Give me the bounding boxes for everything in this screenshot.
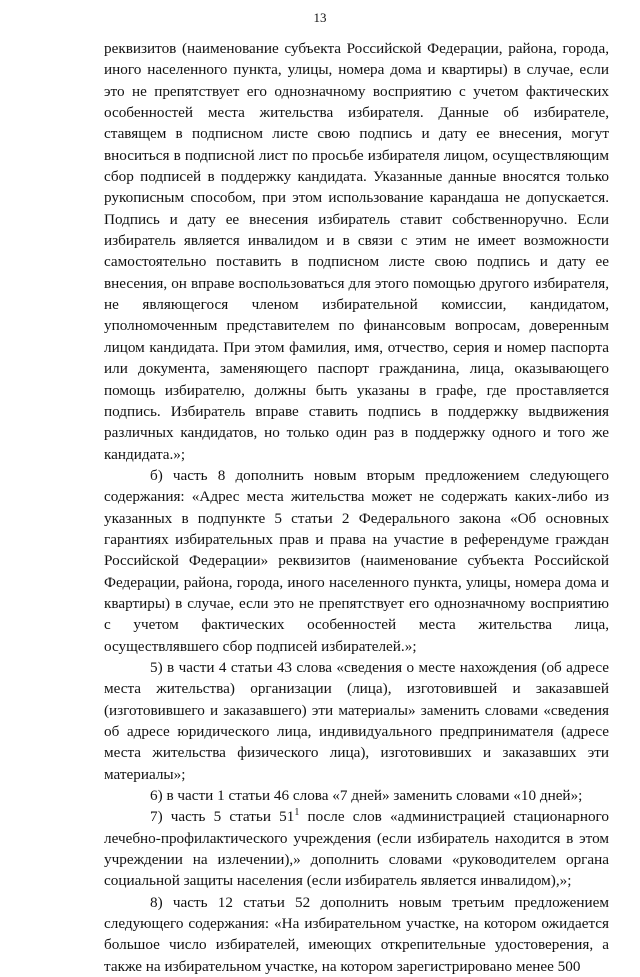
paragraph-item-6: 6) в части 1 статьи 46 слова «7 дней» заменить словами «10 дней»; xyxy=(150,787,583,805)
paragraph-continuation: реквизитов (наименование субъекта Российской Федерации, района, города, иного населенного пункта, улицы, номера дома и квартиры) в случае, если это не препятствует его однозначному восприятию с учетом фактических особенностей места жительства избирателя. Данные об избирателе, ставящем в подписном листе свою подпись и дату ее внесения, могут вноситься в подписной лист по просьбе избирателя лицом, осуществляющим сбор подписей в поддержку кандидата. Указанные данные вносятся только рукописным способом, при этом использование карандаша не допускается. Подпись и дату ее внесения избиратель ставит собственноручно. Если избиратель является инвалидом и в связи с этим не имеет возможности самостоятельно поставить в подписном листе свою подпись и дату ее внесения, он вправе воспользоваться для этого помощью другого избирателя, не являющегося членом избирательной комиссии, кандидатом, уполномоченным представителем по финансовым вопросам, доверенным лицом кандидата. При этом фамилия, имя, отчество, серия и номер паспорта или документа, заменяющего паспорт гражданина, лица, оказывающего помощь избирателю, должны быть указаны в графе, где проставляется подпись. Избиратель вправе ставить подпись в поддержку выдвижения различных кандидатов, но только один раз в поддержку одного и того же кандидата.»; xyxy=(104,40,609,463)
page-number: 13 xyxy=(313,10,327,25)
article-superscript: 1 xyxy=(294,807,300,819)
paragraph-item-7 xyxy=(104,806,609,891)
paragraph-item-b: б) часть 8 дополнить новым вторым предложением следующего содержания: «Адрес места жительства может не содержать каких-либо из указанных в подпункте 5 статьи 2 Федерального закона «Об основных гарантиях избирательных прав и права на участие в референдуме граждан Российской Федерации» реквизитов (наименование субъекта Российской Федерации, района, города, иного населенного пункта, улицы, номера дома и квартиры) в случае, если это не препятствует его однозначному восприятию с учетом фактических особенностей места жительства лица, осуществлявшего сбор подписей избирателей.»; xyxy=(104,466,609,655)
paragraph-item-7-start: 7) часть 5 статьи 51 xyxy=(150,808,295,826)
paragraph-item-8: 8) часть 12 статьи 52 дополнить новым третьим предложением следующего содержания: «На избирательном участке, на котором ожидается большое число избирателей, имеющих открепительные удостоверения, а также на избирательном участке, на котором зарегистрировано менее 500 xyxy=(104,893,609,975)
paragraph-item-7-rest: после слов «администрацией стационарного лечебно-профилактического учреждения (если избиратель находится в этом учреждении на излечении),» дополнить словами «руководителем органа социальной защиты населения (если избиратель является инвалидом),»; xyxy=(104,808,610,890)
paragraph-item-5: 5) в части 4 статьи 43 слова «сведения о месте нахождения (об адресе места жительства) организации (лица), изготовившей и заказавшей (изготовившего и заказавшего) эти материалы» заменить словами «сведения об адресе юридического лица, индивидуального предпринимателя (адресе места жительства физического лица), изготовивших и заказавших эти материалы»; xyxy=(104,658,609,783)
body-text xyxy=(104,38,609,977)
